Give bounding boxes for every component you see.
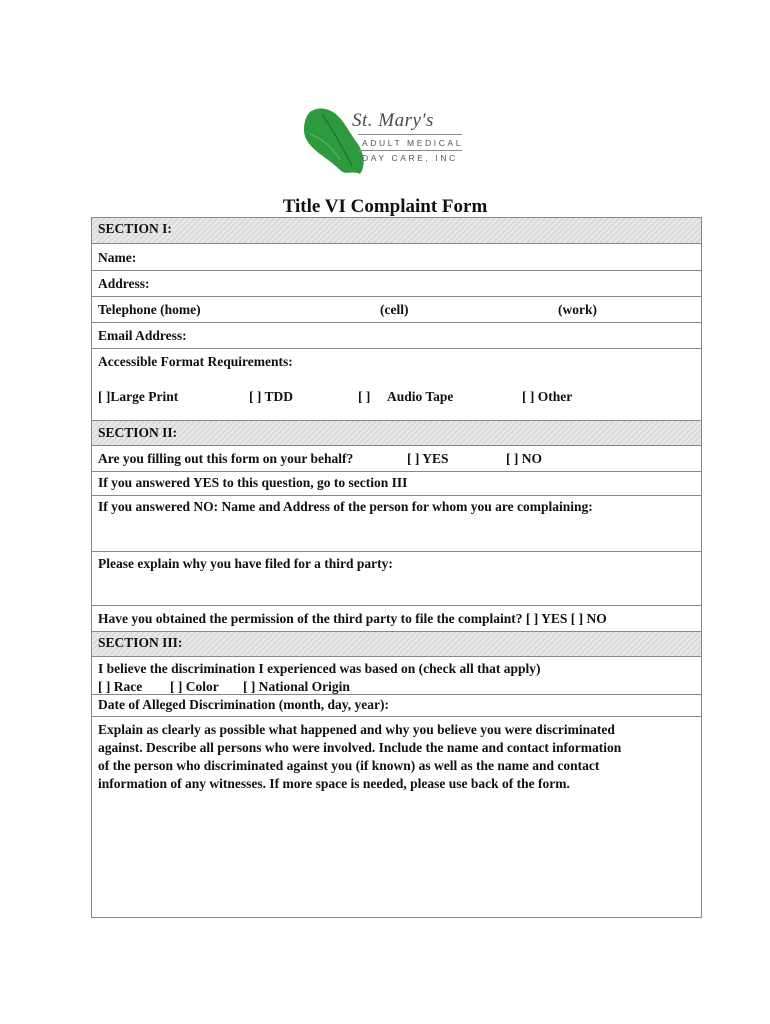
third-party-question: Please explain why you have filed for a third party: <box>98 556 393 571</box>
logo <box>300 104 470 184</box>
logo-rule-top <box>358 134 462 135</box>
third-party-field[interactable] <box>92 552 701 606</box>
section-1-heading: SECTION I: <box>98 221 172 236</box>
permission-question: Have you obtained the permission of the third party to file the complaint? [ ] YES [ ] NO <box>98 611 607 626</box>
accessible-format-row <box>92 349 701 421</box>
behalf-row <box>92 446 701 472</box>
audio-tape-label: Audio Tape <box>387 389 454 404</box>
audio-tape-checkbox[interactable]: [ ] <box>358 389 371 404</box>
explanation-field[interactable] <box>92 717 701 918</box>
yes-instruction: If you answered YES to this question, go to section III <box>98 475 408 490</box>
basis-question: I believe the discrimination I experienced was based on (check all that apply) <box>98 661 541 676</box>
telephone-home-label: Telephone (home) <box>98 302 201 317</box>
page-title: Title VI Complaint Form <box>282 196 488 217</box>
accessible-format-label: Accessible Format Requirements: <box>98 354 293 369</box>
email-label: Email Address: <box>98 328 187 343</box>
name-label: Name: <box>98 250 137 265</box>
tdd-checkbox[interactable]: [ ] TDD <box>249 389 294 404</box>
behalf-no-checkbox[interactable]: [ ] NO <box>506 451 542 466</box>
color-checkbox[interactable]: [ ] Color <box>170 679 219 694</box>
logo-line2: DAY CARE, INC <box>362 153 458 163</box>
section-1-header <box>92 218 701 244</box>
logo-line1: ADULT MEDICAL <box>362 138 464 148</box>
telephone-cell-label: (cell) <box>380 302 409 317</box>
section-3-heading: SECTION III: <box>98 635 183 650</box>
basis-options <box>98 678 695 696</box>
date-label: Date of Alleged Discrimination (month, day, year): <box>98 697 389 712</box>
section-2-heading: SECTION II: <box>98 425 178 440</box>
large-print-checkbox[interactable]: [ ]Large Print <box>98 389 179 404</box>
logo-name: St. Mary's <box>352 110 434 131</box>
address-field[interactable] <box>92 271 701 297</box>
other-checkbox[interactable]: [ ] Other <box>522 389 573 404</box>
explanation-line-2: against. Describe all persons who were involved. Include the name and contact information <box>98 740 622 755</box>
basis-row <box>92 657 701 695</box>
date-field[interactable] <box>92 695 701 717</box>
explanation-line-3: of the person who discriminated against you (if known) as well as the name and contact <box>98 758 600 773</box>
telephone-work-label: (work) <box>558 302 597 317</box>
race-checkbox[interactable]: [ ] Race <box>98 679 143 694</box>
behalf-question: Are you filling out this form on your behalf? <box>98 451 354 466</box>
name-field[interactable] <box>92 244 701 271</box>
explanation-line-4: information of any witnesses. If more space is needed, please use back of the form. <box>98 776 570 791</box>
complainant-field[interactable] <box>92 496 701 552</box>
section-3-header <box>92 632 701 657</box>
national-origin-checkbox[interactable]: [ ] National Origin <box>243 679 350 694</box>
address-label: Address: <box>98 276 150 291</box>
yes-instruction-row <box>92 472 701 496</box>
no-instruction: If you answered NO: Name and Address of the person for whom you are complaining: <box>98 499 593 514</box>
behalf-yes-checkbox[interactable]: [ ] YES <box>407 451 449 466</box>
logo-rule-middle <box>358 150 462 151</box>
complaint-form <box>91 217 702 918</box>
section-2-header <box>92 421 701 446</box>
email-field[interactable] <box>92 323 701 349</box>
explanation-line-1: Explain as clearly as possible what happened and why you believe you were discriminated <box>98 722 615 737</box>
telephone-row[interactable] <box>92 297 701 323</box>
permission-row[interactable] <box>92 606 701 632</box>
